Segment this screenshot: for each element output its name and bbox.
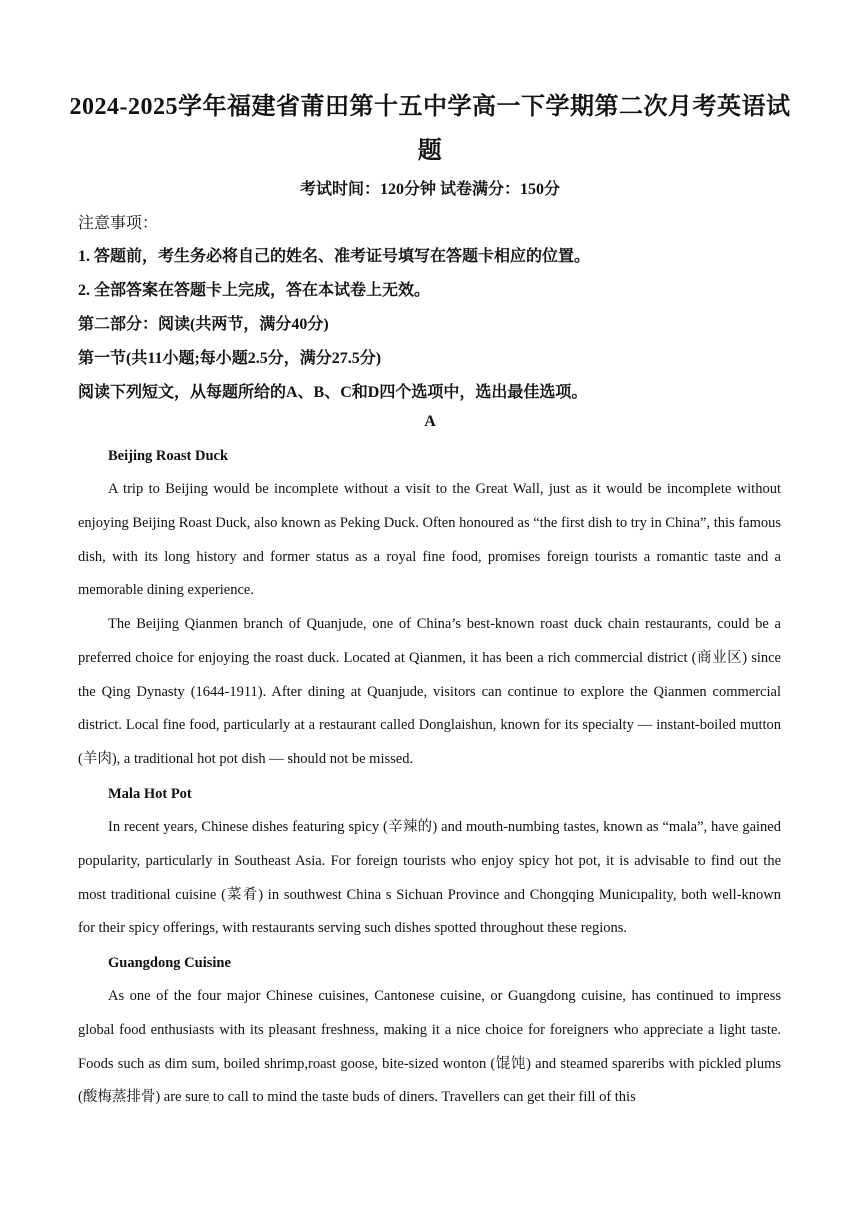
subheading-mala-hot-pot: Mala Hot Pot (108, 786, 192, 802)
paragraph-3: In recent years, Chinese dishes featuring spicy (辛辣的) and mouth-numbing tastes, known as “mala”, have gained popularity, particularly in Southeast Asia. For foreign tourists who enjoy spicy hot pot, it is advisable to find out the most traditional cuisine (菜肴) in southwest China s Sichuan Province and Chongqing Municıpality, both well-known for their spicy offerings, with restaurants serving such dishes spotted throughout these regions. (78, 819, 781, 937)
exam-title-line-1: 2024-2025学年福建省莆田第十五中学高一下学期第二次月考英语试 (69, 94, 791, 120)
subheading-beijing-roast-duck: Beijing Roast Duck (108, 448, 229, 464)
notice-item-1: 1. 答题前，考生务必将自己的姓名、准考证号填写在答题卡相应的位置。 (78, 248, 591, 265)
subheading-guangdong-cuisine: Guangdong Cuisine (108, 955, 231, 971)
notice-heading: 注意事项： (78, 215, 159, 232)
part-two-heading: 第二部分：阅读(共两节，满分40分) (78, 316, 329, 333)
section-one-heading: 第一节(共11小题;每小题2.5分，满分27.5分) (78, 350, 382, 367)
exam-info: 考试时间：120分钟 试卷满分：150分 (299, 181, 560, 198)
passage-label: A (424, 413, 436, 430)
paragraph-4: As one of the four major Chinese cuisines, Cantonese cuisine, or Guangdong cuisine, has continued to impress global food enthusiasts with its pleasant freshness, making it a nice choice for foreigners who appreciate a light taste. Foods such as dim sum, boiled shrimp,roast goose, bite-sized wonton (馄饨) and steamed spareribs with pickled plums (酸梅蒸排骨) are sure to call to mind the taste buds of diners. Travellers can get their fill of this (78, 988, 781, 1106)
instructions: 阅读下列短文，从每题所给的A、B、C和D四个选项中，选出最佳选项。 (78, 384, 588, 401)
exam-title-line-2: 题 (417, 138, 443, 164)
paragraph-2: The Beijing Qianmen branch of Quanjude, one of China’s best-known roast duck chain restaurants, could be a preferred choice for enjoying the roast duck. Located at Qianmen, it has been a rich commercial district (商业区) since the Qing Dynasty (1644-1911). After dining at Quanjude, visitors can continue to explore the Qianmen commercial district. Local fine food, particularly at a restaurant called Donglaishun, known for its specialty — instant-boiled mutton (羊肉), a traditional hot pot dish — should not be missed. (78, 616, 781, 768)
paragraph-1: A trip to Beijing would be incomplete without a visit to the Great Wall, just as it would be incomplete without enjoying Beijing Roast Duck, also known as Peking Duck. Often honoured as “the first dish to try in China”, this famous dish, with its long history and former status as a royal fine food, promises foreign tourists a romantic taste and a memorable dining experience. (78, 481, 781, 599)
notice-item-2: 2. 全部答案在答题卡上完成，答在本试卷上无效。 (78, 282, 431, 299)
